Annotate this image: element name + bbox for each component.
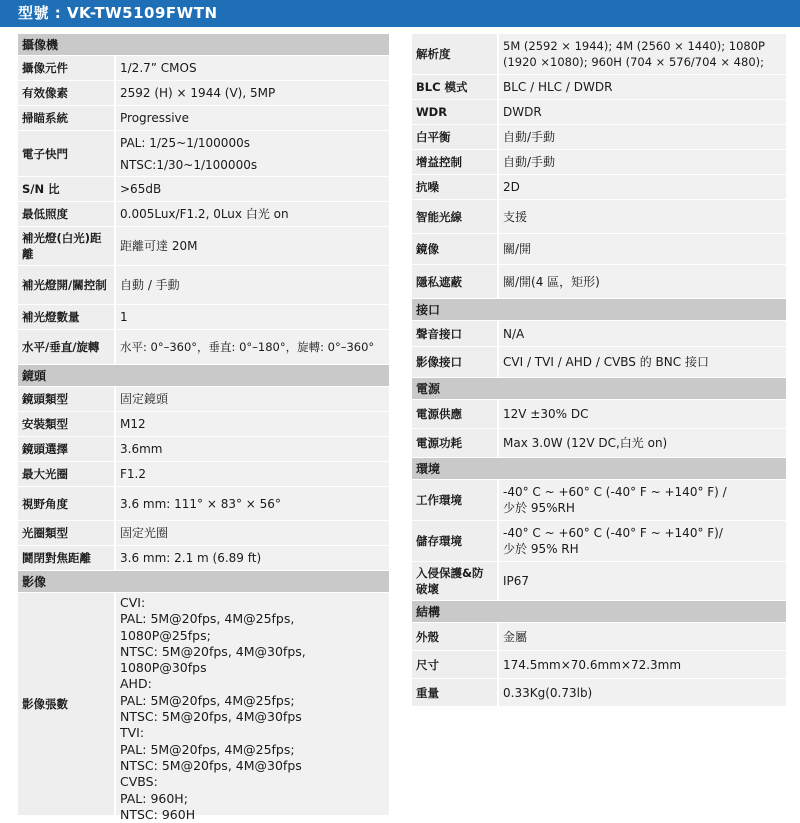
spec-value: 支援 bbox=[497, 200, 786, 233]
spec-value-line: NTSC:1/30~1/100000s bbox=[120, 157, 258, 172]
spec-key: 有效像素 bbox=[18, 81, 114, 105]
spec-row bbox=[412, 521, 786, 562]
spec-value-line: NTSC: 5M@20fps, 4M@30fps, bbox=[120, 643, 306, 659]
spec-value: 0.005Lux/F1.2, 0Lux 白光 on bbox=[114, 202, 389, 226]
spec-key: 聲音接口 bbox=[412, 321, 497, 346]
spec-value: 0.33Kg(0.73lb) bbox=[497, 679, 786, 706]
section-header-lens: 鏡頭 bbox=[18, 365, 389, 387]
spec-value-line: NTSC: 5M@20fps, 4M@30fps bbox=[120, 757, 302, 773]
spec-key: WDR bbox=[412, 100, 497, 124]
spec-key: 外殼 bbox=[412, 623, 497, 650]
spec-value: 12V ±30% DC bbox=[497, 400, 786, 428]
spec-key: 補光燈(白光)距離 bbox=[18, 227, 114, 265]
spec-row bbox=[18, 546, 389, 571]
spec-value: 水平: 0°–360°，垂直: 0°–180°，旋轉: 0°–360° bbox=[114, 330, 389, 364]
section-header-environment: 環境 bbox=[412, 458, 786, 480]
spec-value: 1 bbox=[114, 305, 389, 329]
spec-value: Progressive bbox=[114, 106, 389, 130]
spec-value: 1/2.7” CMOS bbox=[114, 56, 389, 80]
spec-key: 智能光線 bbox=[412, 200, 497, 233]
spec-value: >65dB bbox=[114, 177, 389, 201]
spec-key: 影像接口 bbox=[412, 347, 497, 377]
spec-value-line: 少於 95%RH bbox=[503, 501, 575, 515]
spec-row bbox=[18, 593, 389, 822]
spec-value: 2D bbox=[497, 175, 786, 199]
spec-key: 抗噪 bbox=[412, 175, 497, 199]
spec-value: 2592 (H) × 1944 (V), 5MP bbox=[114, 81, 389, 105]
model-title: 型號 : VK-TW5109FWTN bbox=[0, 0, 800, 27]
spec-value-line: 1080P@30fps bbox=[120, 660, 207, 676]
spec-value bbox=[114, 593, 389, 822]
spec-value: M12 bbox=[114, 412, 389, 436]
spec-row bbox=[18, 81, 389, 106]
spec-row bbox=[18, 106, 389, 131]
spec-key: 鏡頭類型 bbox=[18, 387, 114, 411]
spec-key: 最低照度 bbox=[18, 202, 114, 226]
spec-value bbox=[497, 521, 786, 561]
spec-key: 攝像元件 bbox=[18, 56, 114, 80]
spec-key: 尺寸 bbox=[412, 651, 497, 678]
spec-row bbox=[412, 480, 786, 521]
spec-value: N/A bbox=[497, 321, 786, 346]
spec-row bbox=[18, 227, 389, 266]
spec-row bbox=[412, 265, 786, 299]
spec-row bbox=[412, 679, 786, 707]
spec-value: 固定光圈 bbox=[114, 521, 389, 545]
spec-key: 鬪閉對焦距離 bbox=[18, 546, 114, 570]
spec-value-line: NTSC: 960H bbox=[120, 806, 196, 822]
section-header-camera: 攝像機 bbox=[18, 34, 389, 56]
spec-key: 鏡頭選擇 bbox=[18, 437, 114, 461]
spec-value: 3.6 mm: 2.1 m (6.89 ft) bbox=[114, 546, 389, 570]
spec-row bbox=[412, 150, 786, 175]
spec-value-line: 少於 95% RH bbox=[503, 542, 579, 556]
spec-key: 電源功耗 bbox=[412, 429, 497, 457]
spec-value: 關/開(4 區，矩形) bbox=[497, 265, 786, 298]
spec-key: 補光燈數量 bbox=[18, 305, 114, 329]
spec-value: Max 3.0W (12V DC,白光 on) bbox=[497, 429, 786, 457]
spec-value-line: CVBS: bbox=[120, 774, 158, 790]
section-header-ports: 接口 bbox=[412, 299, 786, 321]
spec-value bbox=[497, 480, 786, 520]
spec-value-line: -40° C ~ +60° C (-40° F ~ +140° F)/ bbox=[503, 526, 723, 540]
spec-key: 最大光圈 bbox=[18, 462, 114, 486]
spec-row bbox=[412, 321, 786, 347]
spec-value-line: 5M (2592 × 1944); 4M (2560 × 1440); 1080P bbox=[503, 39, 765, 53]
spec-key: 視野角度 bbox=[18, 487, 114, 520]
spec-value: CVI / TVI / AHD / CVBS 的 BNC 接口 bbox=[497, 347, 786, 377]
spec-value-line: (1920 ×1080); 960H (704 × 576/704 × 480); bbox=[503, 55, 764, 69]
spec-row bbox=[412, 562, 786, 601]
spec-key: 增益控制 bbox=[412, 150, 497, 174]
spec-row bbox=[412, 200, 786, 234]
spec-value-line: -40° C ~ +60° C (-40° F ~ +140° F) / bbox=[503, 485, 727, 499]
spec-row bbox=[18, 305, 389, 330]
spec-row bbox=[412, 234, 786, 265]
spec-row bbox=[412, 651, 786, 679]
spec-value-line: AHD: bbox=[120, 676, 152, 692]
spec-value: 3.6mm bbox=[114, 437, 389, 461]
spec-key: 隱私遮蔽 bbox=[412, 265, 497, 298]
section-header-structure: 結構 bbox=[412, 601, 786, 623]
spec-row bbox=[18, 412, 389, 437]
spec-key: 影像張數 bbox=[18, 593, 114, 815]
spec-row bbox=[18, 330, 389, 365]
spec-value: 金屬 bbox=[497, 623, 786, 650]
spec-row bbox=[412, 400, 786, 429]
spec-row bbox=[18, 387, 389, 412]
spec-value-line: NTSC: 5M@20fps, 4M@30fps bbox=[120, 709, 302, 725]
spec-value: 距離可達 20M bbox=[114, 227, 389, 265]
spec-value-line: PAL: 5M@20fps, 4M@25fps; bbox=[120, 692, 295, 708]
spec-key: 重量 bbox=[412, 679, 497, 706]
spec-row bbox=[18, 202, 389, 227]
spec-key: 解析度 bbox=[412, 34, 497, 74]
spec-value-line: PAL: 960H; bbox=[120, 790, 188, 806]
spec-value: 自動 / 手動 bbox=[114, 266, 389, 304]
left-spec-column bbox=[18, 34, 389, 822]
spec-value: 174.5mm×70.6mm×72.3mm bbox=[497, 651, 786, 678]
spec-value: BLC / HLC / DWDR bbox=[497, 75, 786, 99]
spec-row bbox=[18, 462, 389, 487]
spec-key: 電源供應 bbox=[412, 400, 497, 428]
spec-row bbox=[412, 623, 786, 651]
spec-key: 安裝類型 bbox=[18, 412, 114, 436]
spec-key: 工作環境 bbox=[412, 480, 497, 520]
spec-value bbox=[114, 131, 389, 176]
spec-value-line: CVI: bbox=[120, 595, 146, 610]
spec-value: 固定鏡頭 bbox=[114, 387, 389, 411]
spec-value-line: PAL: 5M@20fps, 4M@25fps; bbox=[120, 741, 295, 757]
spec-value: 3.6 mm: 111° × 83° × 56° bbox=[114, 487, 389, 520]
spec-value-line: TVI: bbox=[120, 725, 145, 741]
spec-key: 鏡像 bbox=[412, 234, 497, 264]
spec-row bbox=[412, 75, 786, 100]
spec-key: 光圈類型 bbox=[18, 521, 114, 545]
spec-value: IP67 bbox=[497, 562, 786, 600]
spec-key: 入侵保護&防破壞 bbox=[412, 562, 497, 600]
spec-key: S/N 比 bbox=[18, 177, 114, 201]
spec-key: 水平/垂直/旋轉 bbox=[18, 330, 114, 364]
spec-row bbox=[412, 175, 786, 200]
spec-row bbox=[412, 34, 786, 75]
spec-value: 自動/手動 bbox=[497, 125, 786, 149]
spec-row bbox=[18, 131, 389, 177]
spec-value: F1.2 bbox=[114, 462, 389, 486]
spec-key: 電子快門 bbox=[18, 131, 114, 176]
spec-row bbox=[412, 347, 786, 378]
spec-row bbox=[412, 429, 786, 458]
section-header-image: 影像 bbox=[18, 571, 389, 593]
spec-row bbox=[18, 437, 389, 462]
spec-key: BLC 模式 bbox=[412, 75, 497, 99]
spec-row bbox=[18, 521, 389, 546]
spec-row bbox=[412, 100, 786, 125]
spec-key: 儲存環境 bbox=[412, 521, 497, 561]
spec-row bbox=[18, 266, 389, 305]
spec-value-line: PAL: 1/25~1/100000s bbox=[120, 135, 250, 150]
spec-value: 關/開 bbox=[497, 234, 786, 264]
spec-value: DWDR bbox=[497, 100, 786, 124]
spec-row bbox=[412, 125, 786, 150]
spec-row bbox=[18, 487, 389, 521]
spec-row bbox=[18, 56, 389, 81]
spec-key: 補光燈開/關控制 bbox=[18, 266, 114, 304]
spec-key: 掃瞄系統 bbox=[18, 106, 114, 130]
spec-key: 白平衡 bbox=[412, 125, 497, 149]
spec-row bbox=[18, 177, 389, 202]
spec-value-line: PAL: 5M@20fps, 4M@25fps, 1080P@25fps; bbox=[120, 611, 295, 643]
right-spec-column bbox=[412, 34, 786, 707]
spec-value bbox=[497, 34, 786, 74]
spec-value: 自動/手動 bbox=[497, 150, 786, 174]
section-header-power: 電源 bbox=[412, 378, 786, 400]
